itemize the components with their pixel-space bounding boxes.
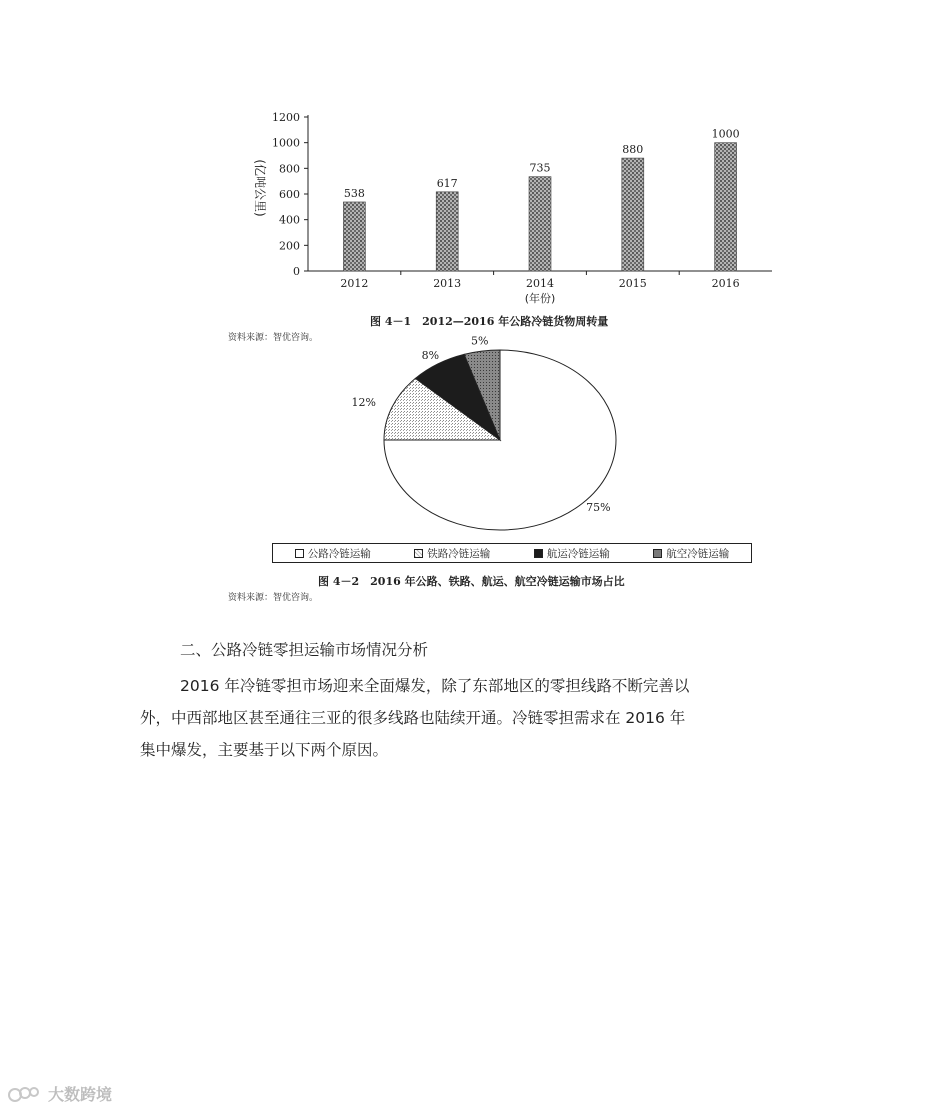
y-axis-label: (亿吨公里) xyxy=(253,159,267,217)
watermark-text: 大数跨境 xyxy=(48,1085,113,1104)
legend-label-rail: 铁路冷链运输 xyxy=(427,547,491,560)
bar-data-label: 617 xyxy=(436,176,458,190)
pie-data-label: 5% xyxy=(470,334,489,348)
pie-data-label: 8% xyxy=(421,348,440,362)
legend-item-rail xyxy=(414,546,490,561)
body-paragraph xyxy=(140,670,800,766)
pie-chart-caption: 图 4－2 2016 年公路、铁路、航运、航空冷链运输市场占比 xyxy=(318,575,625,588)
y-tick-label: 0 xyxy=(293,265,300,278)
pie-legend xyxy=(272,543,752,563)
legend-item-ship xyxy=(534,546,610,561)
pie-data-label: 75% xyxy=(586,500,611,514)
x-tick-label: 2015 xyxy=(618,277,647,290)
legend-swatch-ship xyxy=(534,549,543,558)
pie-chart-source: 资料来源：智优咨询。 xyxy=(228,593,319,603)
section-heading: 二、公路冷链零担运输市场情况分析 xyxy=(180,641,429,659)
bar-chart-caption: 图 4－1 2012—2016 年公路冷链货物周转量 xyxy=(370,315,609,328)
y-tick-label: 600 xyxy=(279,188,300,201)
paragraph-line: 2016 年冷链零担市场迎来全面爆发，除了东部地区的零担线路不断完善以 xyxy=(180,677,690,695)
paragraph-line: 集中爆发，主要基于以下两个原因。 xyxy=(140,741,389,759)
x-tick-label: 2013 xyxy=(433,277,462,290)
legend-swatch-air xyxy=(653,549,662,558)
legend-item-road xyxy=(295,546,371,561)
bar-chart xyxy=(220,100,800,305)
bar-data-label: 1000 xyxy=(711,127,740,141)
bar-data-label: 538 xyxy=(343,186,365,200)
legend-label-road: 公路冷链运输 xyxy=(307,547,371,560)
y-tick-label: 1200 xyxy=(272,111,300,124)
pie-data-label: 12% xyxy=(351,395,376,409)
y-tick-label: 200 xyxy=(279,239,300,253)
watermark-logo-icon xyxy=(6,1084,44,1104)
x-axis-label: (年份) xyxy=(524,292,556,305)
bar-data-label: 735 xyxy=(529,161,551,175)
watermark xyxy=(6,1082,112,1105)
bar xyxy=(436,192,458,271)
bar-chart-source: 资料来源：智优咨询。 xyxy=(228,333,319,343)
legend-swatch-road xyxy=(295,549,304,558)
y-tick-label: 400 xyxy=(279,213,300,227)
y-tick-label: 1000 xyxy=(272,136,300,150)
y-tick-label: 800 xyxy=(279,162,300,176)
paragraph-line: 外，中西部地区甚至通往三亚的很多线路也陆续开通。冷链零担需求在 2016 年 xyxy=(140,709,686,727)
legend-label-air: 航空冷链运输 xyxy=(666,547,730,560)
bar xyxy=(343,202,365,271)
bar-data-label: 880 xyxy=(622,143,644,157)
bar xyxy=(715,143,737,271)
legend-label-ship: 航运冷链运输 xyxy=(546,547,610,560)
legend-item-air xyxy=(653,546,729,561)
x-tick-label: 2016 xyxy=(711,277,740,290)
bar xyxy=(622,158,644,271)
x-tick-label: 2014 xyxy=(526,277,554,290)
legend-swatch-rail xyxy=(414,549,423,558)
x-tick-label: 2012 xyxy=(340,277,369,290)
bar xyxy=(529,177,551,271)
